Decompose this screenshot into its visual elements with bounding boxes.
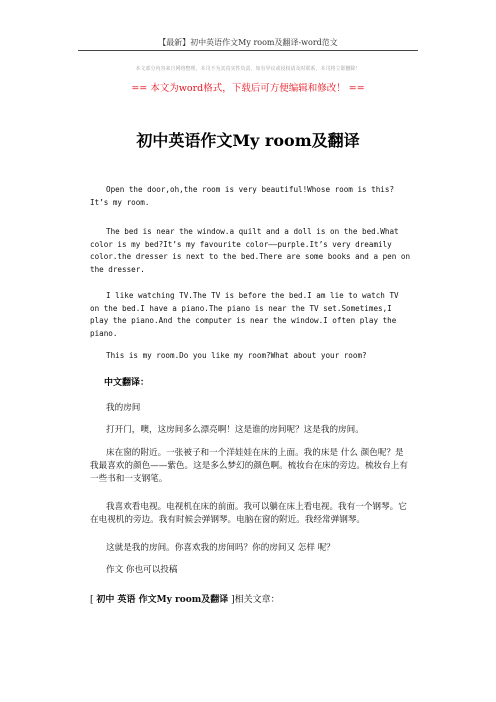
chinese-paragraph-5: 这就是我的房间。你喜欢我的房间吗？你的房间又 怎样 呢？ bbox=[106, 543, 335, 553]
header-divider bbox=[78, 50, 418, 51]
word-format-notice: == 本文为word格式，下载后可方便编辑和修改！ == bbox=[131, 83, 365, 94]
related-articles-label: ]相关文章： bbox=[228, 595, 280, 605]
chinese-paragraph-3: 床在窗的附近。一张被子和一个洋娃娃在床的上面。我的床是 什么 颜色呢？是我最喜欢的颜色——紫色。这是多么梦幻的颜色啊。梳妆台在床的旁边。梳妆台上有一些书和一支钢笔。 bbox=[90, 448, 408, 484]
english-paragraph-1: Open the door,oh,the room is very beautiful!Whose room is this?It’s my room. bbox=[90, 185, 395, 207]
page-header: 【最新】初中英语作文My room及翻译-word范文 bbox=[158, 38, 338, 47]
english-paragraph-2: The bed is near the window.a quilt and a doll is on the bed.What color is my bed?It’s my favourite color——purple.It’s very dreamily color.the dresser is next to the bed.There are some books and a pen on the dresser. bbox=[90, 227, 411, 274]
chinese-paragraph-4: 我喜欢看电视。电视机在床的前面。我可以躺在床上看电视。我有一个钢琴。它在电视机的旁边。我有时候会弹钢琴。电脑在窗的附近。我经常弹钢琴。 bbox=[90, 502, 407, 525]
related-article-title[interactable]: 初中 英语 作文My room及翻译 bbox=[96, 595, 229, 605]
related-bracket-open: [ bbox=[90, 595, 97, 605]
chinese-paragraph-1: 我的房间 bbox=[106, 403, 141, 413]
english-paragraph-4: This is my room.Do you like my room?What about your room? bbox=[106, 351, 367, 360]
english-paragraph-3: I like watching TV.The TV is before the bed.I am lie to watch TV on the bed.I have a piano.The piano is near the TV set.Sometimes,I play the piano.And the computer is near the window.I often play the piano. bbox=[90, 291, 399, 338]
translation-heading: 中文翻译： bbox=[104, 378, 150, 388]
document-title: 初中英语作文My room及翻译 bbox=[136, 131, 360, 150]
chinese-paragraph-2: 打开门，噢，这房间多么漂亮啊！这是谁的房间呢？这是我的房间。 bbox=[106, 425, 364, 435]
chinese-paragraph-6: 作文 你也可以投稿 bbox=[106, 565, 178, 575]
disclaimer-text: 本文部分内容来自网络整理，本司不为其真实性负责，如有异议或侵权请及时联系，本司将立即删除！ bbox=[135, 66, 361, 72]
related-articles-line bbox=[90, 592, 280, 605]
